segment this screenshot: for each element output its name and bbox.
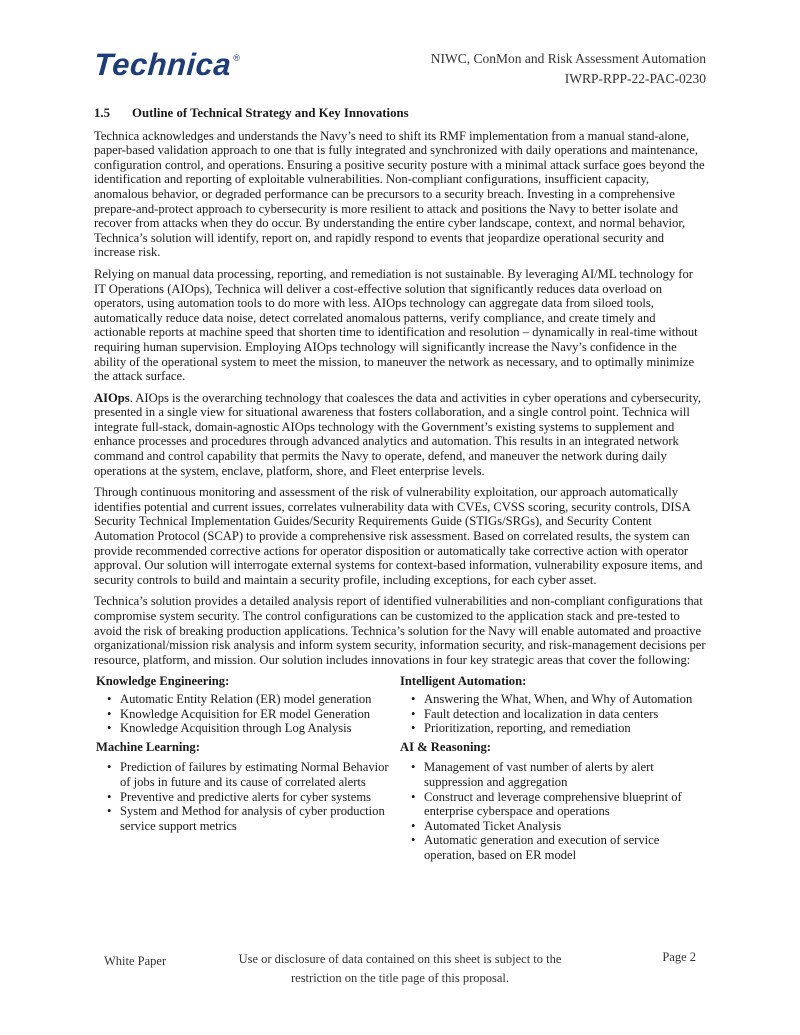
intelligent-automation-list bbox=[400, 692, 706, 736]
strategic-areas bbox=[94, 674, 706, 866]
document-id: IWRP-RPP-22-PAC-0230 bbox=[564, 71, 706, 86]
list-item: • Answering the What, When, and Why of Automation bbox=[424, 692, 706, 707]
list-item: • Automated Ticket Analysis bbox=[424, 819, 706, 834]
list-item: • Automatic generation and execution of service operation, based on ER model bbox=[424, 833, 706, 862]
list-item: • System and Method for analysis of cyber production service support metrics bbox=[120, 804, 400, 833]
logo-wordmark: Technica bbox=[92, 47, 233, 82]
project-title: NIWC, ConMon and Risk Assessment Automation bbox=[430, 51, 706, 66]
list-item: • Management of vast number of alerts by alert suppression and aggregation bbox=[424, 760, 706, 789]
paragraph-solution: Technica’s solution provides a detailed analysis report of identified vulnerabilities and non-compliant configurations that compromise system security. The control configurations can be customized to the application stack and pre-tested to avoid the risk of breaking production applications. Technica’s solution for the Navy will enable automated and proactive organizational/mission risk analysis and inform system security, information security, and risk-management decisions per resource, platform, and mission. Our solution includes innovations in four key strategic areas that cover the following: bbox=[94, 594, 706, 667]
ai-reasoning-heading: AI & Reasoning: bbox=[400, 739, 491, 754]
list-item: • Knowledge Acquisition through Log Analysis bbox=[120, 721, 400, 736]
list-item: • Prioritization, reporting, and remediation bbox=[424, 721, 706, 736]
left-column bbox=[94, 674, 400, 866]
technica-logo bbox=[92, 47, 240, 82]
paragraph-monitoring: Through continuous monitoring and assessment of the risk of vulnerability exploitation, our approach automatically identifies potential and current issues, correlates vulnerability data with CVEs, CVSS scoring, security controls, DISA Security Technical Implementation Guides/Security Requirements Guide (STIGs/SRGs), and Security Content Automation Protocol (SCAP) to provide a comprehensive risk assessment. Based on correlated results, the system can provide recommended corrective actions for operator disposition or automatically take corrective action with operator approval. Our solution will interrogate external systems for context-based information, vulnerability exposure items, and security controls to build and maintain a security profile, including exceptions, for each cyber asset. bbox=[94, 485, 703, 587]
ai-reasoning-list bbox=[400, 760, 706, 862]
paragraph-aiops-benefits: Relying on manual data processing, reporting, and remediation is not sustainable. By leveraging AI/ML technology for IT Operations (AIOps), Technica will deliver a cost-effective solution that significantly reduces data overload on operators, using automation tools to do more with less. AIOps technology can aggregate data from siloed tools, automatically reduce data noise, detect correlated anomalous patterns, verify compliance, and create timely and actionable reports at machine speed that shorten time to identification and resolution – dynamically in real-time without requiring human supervision. Employing AIOps technology will significantly increase the Navy’s confidence in the ability of the operational system to meet the mission, to maneuver the network as necessary, and to optimally minimize the attack surface. bbox=[94, 266, 698, 384]
list-item: • Fault detection and localization in data centers bbox=[424, 707, 706, 722]
disclosure-line-2: restriction on the title page of this proposal. bbox=[290, 971, 509, 985]
list-item: • Preventive and predictive alerts for cyber systems bbox=[120, 790, 400, 805]
right-column bbox=[400, 674, 706, 866]
machine-learning-heading: Machine Learning: bbox=[96, 739, 200, 754]
disclosure-line-1: Use or disclosure of data contained on this sheet is subject to the bbox=[238, 952, 562, 966]
paragraph-intro: Technica acknowledges and understands the Navy’s need to shift its RMF implementation from a manual stand-alone, paper-based validation approach to one that is fully integrated and synchronized with daily operations and maintenance, configuration control, and operations. Ensuring a positive security posture with a minimal attack surface goes beyond the identification and reporting of exploitable vulnerabilities. Non-compliant configurations, insufficient capacity, anomalous behavior, or degraded performance can be precursors to a security breach. Investing in a comprehensive prepare-and-protect approach to cybersecurity is more resilient to attack and positions the Navy to better isolate and recover from attacks when they do occur. By understanding the entire cyber landscape, context, and normal behavior, Technica’s solution will identify, report on, and rapidly respond to events that jeopardize operational security and increase risk. bbox=[94, 128, 705, 260]
section-heading bbox=[94, 106, 706, 121]
intelligent-automation-heading: Intelligent Automation: bbox=[400, 674, 527, 689]
footer-disclosure bbox=[200, 950, 600, 988]
section-title: Outline of Technical Strategy and Key Innovations bbox=[132, 106, 409, 120]
paragraph-lead: AIOps bbox=[94, 390, 130, 405]
page-number: Page 2 bbox=[662, 950, 696, 964]
list-item: • Automatic Entity Relation (ER) model generation bbox=[120, 692, 400, 707]
knowledge-engineering-heading: Knowledge Engineering: bbox=[96, 674, 230, 689]
machine-learning-list bbox=[96, 760, 400, 833]
knowledge-engineering-list bbox=[96, 692, 400, 736]
document-header bbox=[431, 49, 706, 89]
registered-mark: ® bbox=[233, 53, 240, 63]
list-item: • Knowledge Acquisition for ER model Generation bbox=[120, 707, 400, 722]
section-number: 1.5 bbox=[94, 106, 110, 120]
page-body bbox=[94, 106, 706, 867]
list-item: • Prediction of failures by estimating Normal Behavior of jobs in future and its cause of correlated alerts bbox=[120, 760, 400, 789]
footer-doc-type: White Paper bbox=[104, 954, 167, 968]
paragraph-aiops-text: . AIOps is the overarching technology that coalesces the data and activities in cyber operations and cybersecurity, presented in a single view for situational awareness that fosters collaboration, and a single control point. Technica will integrate full-stack, domain-agnostic AIOps technology with the Government’s existing systems to supplement and enhance processes and procedures through advanced analytics and automation. This results in an integrated network command and control capability that permits the Navy to operate, defend, and maneuver the network during daily operations at the system, enclave, platform, shore, and Fleet enterprise levels. bbox=[94, 390, 702, 478]
paragraph-aiops bbox=[94, 391, 706, 479]
list-item: • Construct and leverage comprehensive blueprint of enterprise cyberspace and operations bbox=[424, 790, 706, 819]
